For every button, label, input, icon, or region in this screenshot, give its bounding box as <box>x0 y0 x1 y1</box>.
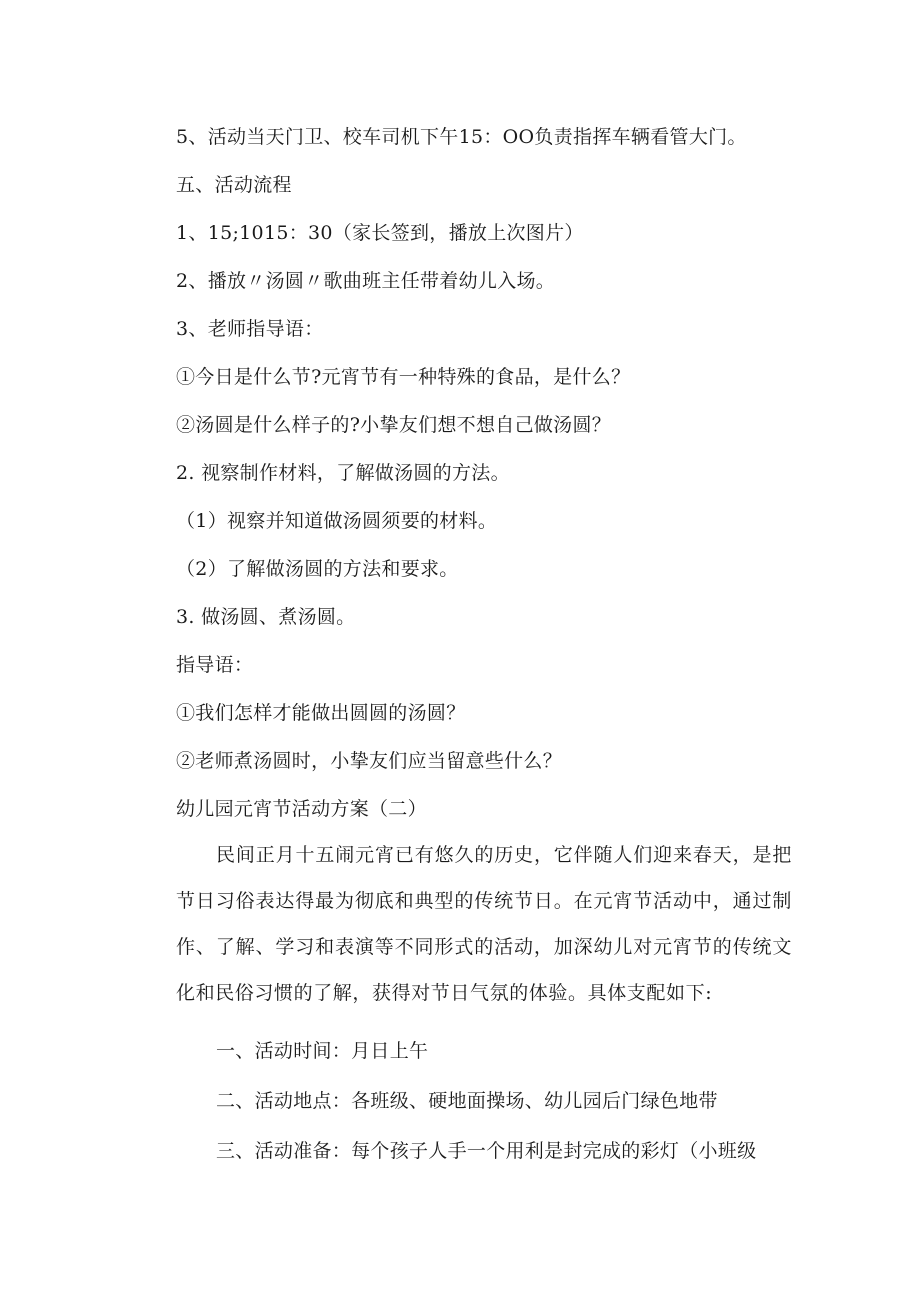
text-line: 5、活动当天门卫、校车司机下午15：OO负责指挥车辆看管大门。 <box>176 126 747 148</box>
text-line: 指导语： <box>176 654 254 676</box>
text-line: ②汤圆是什么样子的?小挚友们想不想自己做汤圆？ <box>176 414 612 436</box>
text-line: 2、播放〃汤圆〃歌曲班主任带着幼儿入场。 <box>176 270 556 292</box>
activity-time: 一、活动时间：月日上午 <box>216 1040 429 1062</box>
text-line: （1）视察并知道做汤圆须要的材料。 <box>176 510 498 532</box>
intro-paragraph: 民间正月十五闹元宵已有悠久的历史，它伴随人们迎来春天，是把节日习俗表达得最为彻底和典型的传统节日。在元宵节活动中，通过制作、了解、学习和表演等不同形式的活动，加深幼儿对元宵节的传统文化和民俗习惯的了解，获得对节日气氛的体验。具体支配如下: <box>176 844 792 1004</box>
document-subtitle: 幼儿园元宵节活动方案（二） <box>176 798 427 820</box>
activity-preparation: 三、活动准备：每个孩子人手一个用利是封完成的彩灯（小班级 <box>216 1140 757 1162</box>
text-line: 3、老师指导语： <box>176 318 324 340</box>
text-line: ①今日是什么节?元宵节有一种特殊的食品，是什么？ <box>176 366 631 388</box>
text-line: ②老师煮汤圆时，小挚友们应当留意些什么？ <box>176 750 563 772</box>
activity-location: 二、活动地点：各班级、硬地面操场、幼儿园后门绿色地带 <box>216 1090 718 1112</box>
text-line: （2）了解做汤圆的方法和要求。 <box>176 558 459 580</box>
text-line: 1、15;1015：30（家长签到，播放上次图片） <box>176 222 584 244</box>
text-line: ①我们怎样才能做出圆圆的汤圆？ <box>176 702 466 724</box>
text-line: 3. 做汤圆、煮汤圆。 <box>176 606 356 628</box>
section-heading: 五、活动流程 <box>176 174 292 196</box>
text-line: 2. 视察制作材料，了解做汤圆的方法。 <box>176 462 510 484</box>
